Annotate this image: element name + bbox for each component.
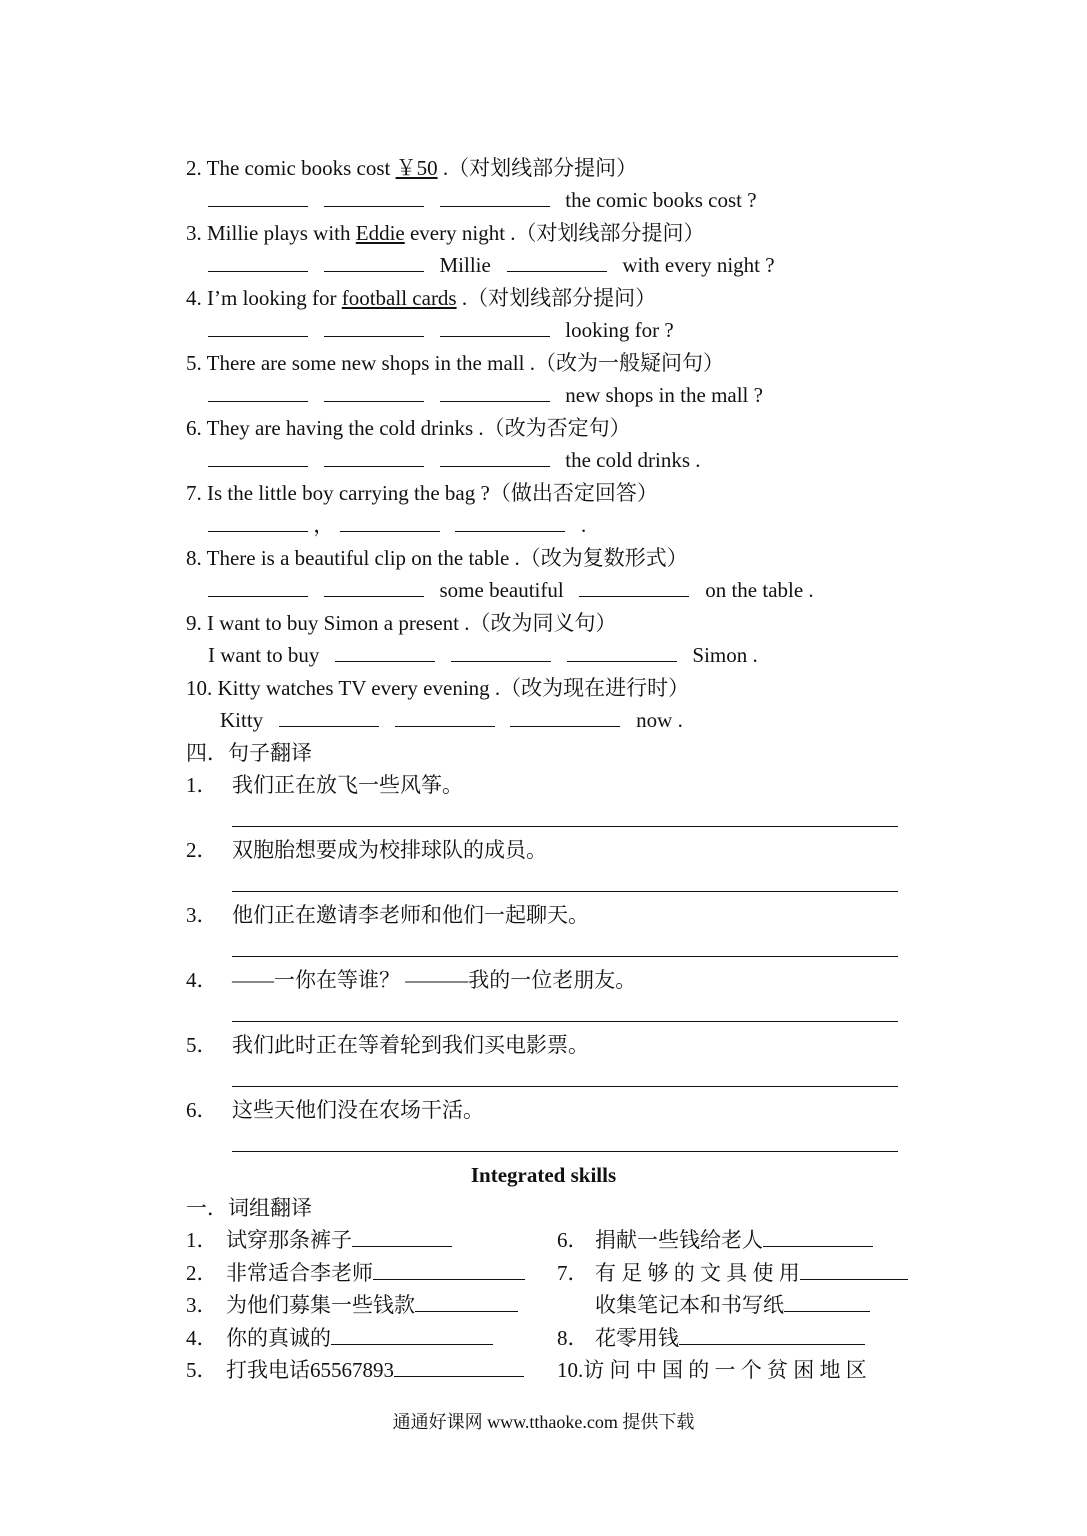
answer-blank[interactable]	[567, 643, 677, 662]
exercise-9-answer: I want to buy Simon .	[208, 643, 758, 667]
exercise-5-answer: new shops in the mall ?	[208, 383, 763, 407]
phrase-item-4: 4． 你的真诚的	[186, 1326, 493, 1350]
answer-line[interactable]	[232, 1021, 898, 1022]
answer-blank[interactable]	[440, 383, 550, 402]
answer-blank[interactable]	[395, 708, 495, 727]
underlined-part: football cards	[341, 286, 457, 310]
exercise-4-answer: looking for ?	[208, 318, 674, 342]
translation-item-5: 5． 我们此时正在等着轮到我们买电影票。	[186, 1033, 589, 1057]
translation-item-6: 6． 这些天他们没在农场干活。	[186, 1098, 484, 1122]
exercise-2-answer: the comic books cost ?	[208, 188, 757, 212]
answer-blank[interactable]	[763, 1228, 873, 1247]
exercise-10-answer: Kitty now .	[220, 708, 683, 732]
exercise-5-question: 5. There are some new shops in the mall .（改为一般疑问句）	[186, 351, 724, 375]
phrase-item-6: 6． 捐献一些钱给老人	[557, 1228, 873, 1252]
answer-blank[interactable]	[324, 578, 424, 597]
phrase-item-10: 10.访 问 中 国 的 一 个 贫 困 地 区	[557, 1358, 867, 1382]
answer-blank[interactable]	[415, 1293, 518, 1312]
answer-line[interactable]	[232, 891, 898, 892]
answer-blank[interactable]	[455, 513, 565, 532]
phrase-item-7: 7． 有 足 够 的 文 具 使 用	[557, 1261, 908, 1285]
answer-blank[interactable]	[373, 1261, 525, 1280]
answer-blank[interactable]	[800, 1261, 908, 1280]
translation-item-2: 2． 双胞胎想要成为校排球队的成员。	[186, 838, 547, 862]
answer-line[interactable]	[232, 826, 898, 827]
answer-blank[interactable]	[208, 188, 308, 207]
answer-blank[interactable]	[451, 643, 551, 662]
answer-blank[interactable]	[324, 383, 424, 402]
answer-blank[interactable]	[352, 1228, 452, 1247]
answer-blank[interactable]	[507, 253, 607, 272]
answer-blank[interactable]	[208, 513, 308, 532]
answer-blank[interactable]	[208, 253, 308, 272]
answer-blank[interactable]	[335, 643, 435, 662]
answer-blank[interactable]	[324, 318, 424, 337]
answer-blank[interactable]	[208, 318, 308, 337]
phrase-item-8: 8． 花零用钱	[557, 1326, 865, 1350]
answer-blank[interactable]	[579, 578, 689, 597]
phrase-item-1: 1． 试穿那条裤子	[186, 1228, 452, 1252]
page-footer: 通通好课网 www.tthaoke.com 提供下载	[392, 1412, 695, 1432]
answer-blank[interactable]	[208, 578, 308, 597]
exercise-6-question: 6. They are having the cold drinks .（改为否定句）	[186, 416, 631, 440]
phrase-item-7b: 收集笔记本和书写纸	[557, 1293, 870, 1317]
exercise-10-question: 10. Kitty watches TV every evening .（改为现在进行时）	[186, 676, 690, 700]
answer-blank[interactable]	[324, 448, 424, 467]
answer-blank[interactable]	[440, 318, 550, 337]
answer-blank[interactable]	[440, 188, 550, 207]
answer-blank[interactable]	[510, 708, 620, 727]
answer-blank[interactable]	[279, 708, 379, 727]
underlined-part: Eddie	[355, 221, 405, 245]
answer-blank[interactable]	[331, 1326, 493, 1345]
exercise-4-question: 4. I’m looking for football cards .（对划线部分提问）	[186, 286, 657, 310]
answer-line[interactable]	[232, 1151, 898, 1152]
exercise-7-answer: ， .	[208, 513, 586, 537]
phrase-item-3: 3． 为他们募集一些钱款	[186, 1293, 518, 1317]
answer-line[interactable]	[232, 1086, 898, 1087]
answer-blank[interactable]	[784, 1293, 870, 1312]
integrated-skills-title: Integrated skills	[470, 1163, 617, 1187]
phrase-item-2: 2． 非常适合李老师	[186, 1261, 525, 1285]
exercise-7-question: 7. Is the little boy carrying the bag ?（做出否定回答）	[186, 481, 658, 505]
translation-item-4: 4． ——一你在等谁？ ———我的一位老朋友。	[186, 968, 637, 992]
answer-blank[interactable]	[394, 1358, 524, 1377]
answer-blank[interactable]	[208, 383, 308, 402]
underlined-part: ￥50	[395, 156, 438, 180]
answer-blank[interactable]	[440, 448, 550, 467]
answer-blank[interactable]	[208, 448, 308, 467]
answer-blank[interactable]	[340, 513, 440, 532]
phrase-item-5: 5． 打我电话65567893	[186, 1358, 524, 1382]
phrase-section-title: 一．词组翻译	[186, 1196, 312, 1220]
answer-line[interactable]	[232, 956, 898, 957]
exercise-9-question: 9. I want to buy Simon a present .（改为同义句）	[186, 611, 617, 635]
answer-blank[interactable]	[324, 188, 424, 207]
exercise-3-answer: Millie with every night ?	[208, 253, 775, 277]
answer-blank[interactable]	[679, 1326, 865, 1345]
translation-item-1: 1． 我们正在放飞一些风筝。	[186, 773, 463, 797]
exercise-6-answer: the cold drinks .	[208, 448, 701, 472]
exercise-8-question: 8. There is a beautiful clip on the table .（改为复数形式）	[186, 546, 688, 570]
exercise-8-answer: some beautiful on the table .	[208, 578, 814, 602]
section-4-title: 四．句子翻译	[186, 741, 312, 765]
answer-blank[interactable]	[324, 253, 424, 272]
exercise-2-question: 2. The comic books cost ￥50 .（对划线部分提问）	[186, 156, 638, 180]
translation-item-3: 3． 他们正在邀请李老师和他们一起聊天。	[186, 903, 589, 927]
exercise-3-question: 3. Millie plays with Eddie every night .（对划线部分提问）	[186, 221, 705, 245]
